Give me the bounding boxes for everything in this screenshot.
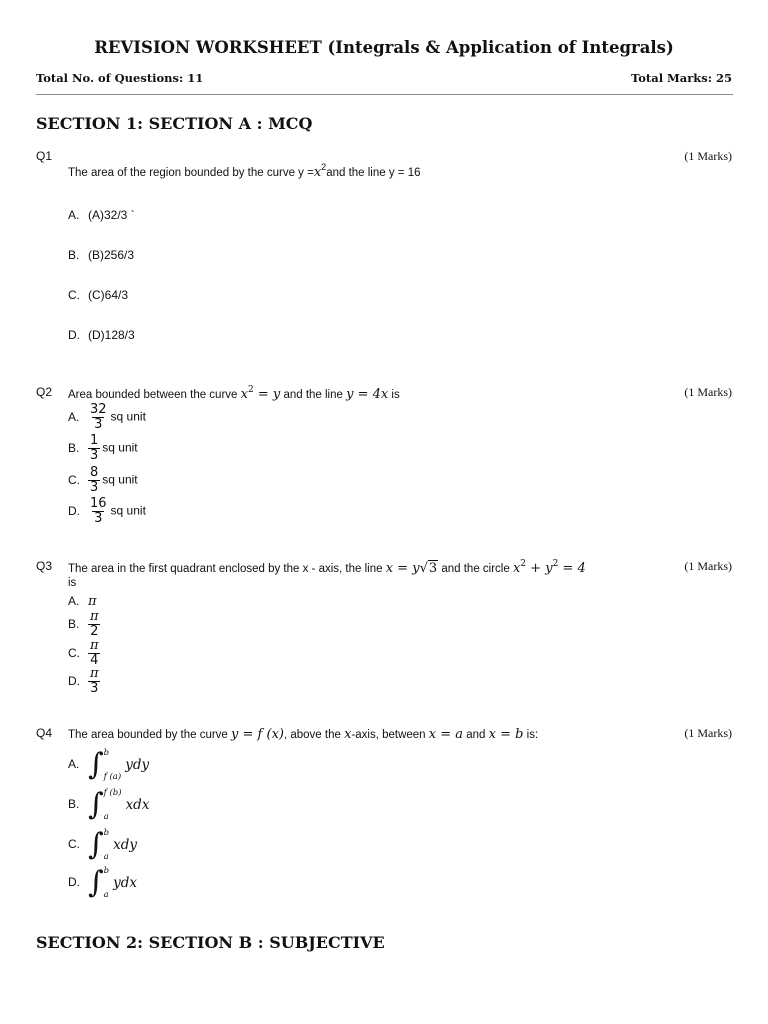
section-1-heading: SECTION 1: SECTION A : MCQ: [36, 114, 313, 133]
option-label: B.: [68, 440, 80, 455]
header-divider: [36, 94, 733, 95]
unit-text: sq unit: [102, 440, 138, 455]
upper-limit: b: [103, 748, 110, 758]
q1-stem-text-a: The area of the region bounded by the curve y =: [68, 167, 314, 179]
pi-symbol: π: [88, 594, 97, 609]
fraction-num: π: [90, 666, 99, 681]
q3-math-line: [386, 560, 438, 576]
fraction-num: π: [90, 638, 99, 653]
option-label: C.: [68, 472, 80, 487]
integral-sign-icon: ∫: [88, 865, 104, 900]
fraction-den: 4: [90, 653, 99, 668]
integrand: xdy: [113, 837, 137, 853]
q2-stem-text-b: and the line: [283, 389, 343, 401]
fraction: [88, 434, 100, 463]
option-label: B.: [68, 797, 80, 812]
fraction-den: 3: [90, 448, 99, 463]
upper-limit: f (b): [103, 788, 122, 798]
q4-stem-text-b: , above the: [283, 729, 341, 741]
q3-math-lhs: x = y: [385, 561, 420, 576]
q2-option-a[interactable]: [68, 403, 146, 432]
integral-limits: [104, 866, 109, 900]
q1-number: Q1: [36, 149, 53, 163]
lower-limit: a: [103, 890, 109, 900]
q1-stem-text-b: and the line y = 16: [326, 167, 421, 179]
q2-marks: (1 Marks): [684, 385, 732, 399]
integrand: xdx: [125, 797, 150, 813]
q3-stem-text-a: The area in the first quadrant enclosed by the x - axis, the line: [68, 563, 383, 575]
option-label: C.: [68, 288, 80, 302]
option-label: A.: [68, 594, 80, 608]
q4-marks: (1 Marks): [684, 726, 732, 740]
sqrt-radicand: 3: [428, 561, 438, 576]
option-label: D.: [68, 673, 80, 688]
fraction: [88, 639, 101, 668]
integrand: ydy: [125, 757, 150, 773]
integral-limits: [104, 828, 109, 862]
q4-stem-text-a: The area bounded by the curve: [68, 729, 228, 741]
q3-option-c[interactable]: [68, 639, 103, 668]
fraction-num: 8: [90, 465, 99, 480]
q1-marks: (1 Marks): [684, 149, 732, 163]
integral-sign-icon: ∫: [88, 827, 104, 862]
fraction: [88, 403, 109, 432]
option-label: C.: [68, 645, 80, 660]
option-label: B.: [68, 248, 80, 262]
q3-option-b[interactable]: [68, 610, 103, 639]
fraction-den: 3: [94, 511, 103, 526]
q4-stem-text-c: -axis, between: [351, 729, 426, 741]
lower-limit: a: [103, 812, 109, 822]
option-text: (C)64/3: [88, 288, 129, 302]
unit-text: sq unit: [110, 503, 146, 518]
q3-math-rhs: = 4: [558, 561, 586, 576]
option-text: (A)32/3 `: [88, 208, 135, 222]
q3-option-d[interactable]: [68, 667, 103, 696]
q4-stem: [68, 727, 538, 742]
fraction: [88, 497, 109, 526]
q2-math-curve: [241, 387, 281, 402]
integral: [88, 788, 149, 822]
q1-option-d[interactable]: [68, 328, 135, 342]
integral: [88, 748, 149, 782]
option-label: D.: [68, 503, 80, 518]
q2-option-d[interactable]: [68, 497, 146, 526]
q1-stem-exp: 2: [321, 162, 327, 172]
fraction-num: 16: [90, 496, 107, 511]
q3-math-exp: 2: [552, 559, 559, 569]
fraction-den: 3: [90, 480, 99, 495]
q2-option-b[interactable]: [68, 434, 138, 463]
section-2-heading: SECTION 2: SECTION B : SUBJECTIVE: [36, 933, 385, 952]
unit-text: sq unit: [102, 472, 138, 487]
upper-limit: b: [103, 828, 110, 838]
integral: [88, 866, 137, 900]
q4-stem-text-e: is:: [526, 729, 539, 741]
q1-option-a[interactable]: [68, 208, 135, 222]
sqrt: √3: [419, 561, 438, 576]
integral-limits: [104, 788, 122, 822]
option-text: (B)256/3: [88, 248, 135, 262]
fraction-den: 3: [94, 417, 103, 432]
fraction-den: 2: [90, 624, 99, 639]
q4-math-curve: y = f (x): [231, 727, 284, 742]
q4-math-xb: x = b: [488, 727, 524, 742]
q2-stem-text-c: is: [391, 389, 400, 401]
q3-stem-end: is: [68, 577, 77, 589]
lower-limit: a: [103, 852, 109, 862]
q3-stem-text-b: and the circle: [441, 563, 510, 575]
q3-math-x: x: [512, 561, 521, 576]
fraction-den: 3: [90, 681, 99, 696]
integral-limits: [104, 748, 122, 782]
q4-stem-text-d: and: [466, 729, 486, 741]
option-label: D.: [68, 328, 80, 342]
q4-number: Q4: [36, 726, 53, 740]
q4-option-d[interactable]: [68, 866, 137, 900]
option-label: C.: [68, 837, 80, 852]
q1-option-b[interactable]: [68, 248, 134, 262]
fraction-num: 32: [90, 402, 107, 417]
unit-text: sq unit: [110, 409, 146, 424]
q3-math-circle: [513, 561, 586, 576]
upper-limit: b: [103, 866, 110, 876]
option-text: (D)128/3: [88, 328, 135, 342]
integral-sign-icon: ∫: [88, 747, 104, 782]
integrand: ydx: [113, 875, 137, 891]
q4-math-x: x: [344, 727, 352, 742]
fraction-num: π: [90, 609, 99, 624]
q4-math-xa: x = a: [428, 727, 464, 742]
q2-math-exp: 2: [247, 385, 254, 395]
q3-math-y: y: [545, 561, 553, 576]
fraction: [88, 610, 101, 639]
q2-option-c[interactable]: [68, 466, 138, 495]
q3-number: Q3: [36, 559, 53, 573]
q1-stem: [68, 162, 421, 180]
q2-stem: [68, 385, 400, 402]
fraction-num: 1: [90, 433, 99, 448]
total-questions: Total No. of Questions: 11: [36, 71, 204, 85]
option-label: D.: [68, 875, 80, 890]
q3-stem: [68, 559, 586, 576]
q2-math-rest: = y: [253, 387, 281, 402]
q2-math-line: y = 4x: [346, 387, 389, 402]
option-label: A.: [68, 409, 80, 424]
worksheet-title: REVISION WORKSHEET (Integrals & Application of Integrals): [94, 38, 674, 57]
q4-option-a[interactable]: [68, 748, 149, 782]
integral-sign-icon: ∫: [88, 787, 104, 822]
integral: [88, 828, 137, 862]
q4-option-c[interactable]: [68, 828, 137, 862]
fraction: [88, 667, 101, 696]
q3-option-a[interactable]: [68, 594, 97, 609]
q1-option-c[interactable]: [68, 288, 128, 302]
q2-stem-text-a: Area bounded between the curve: [68, 389, 238, 401]
q1-stem-var: x: [313, 165, 322, 180]
option-label: A.: [68, 208, 80, 222]
total-marks: Total Marks: 25: [631, 71, 732, 85]
q2-math-var: x: [240, 387, 248, 402]
option-label: B.: [68, 616, 80, 631]
fraction: [88, 466, 100, 495]
lower-limit: f (a): [103, 772, 122, 782]
q2-number: Q2: [36, 385, 53, 399]
option-label: A.: [68, 757, 80, 772]
q3-math-exp: 2: [520, 559, 527, 569]
q4-option-b[interactable]: [68, 788, 149, 822]
q3-marks: (1 Marks): [684, 559, 732, 573]
q3-math-plus: +: [526, 561, 546, 576]
